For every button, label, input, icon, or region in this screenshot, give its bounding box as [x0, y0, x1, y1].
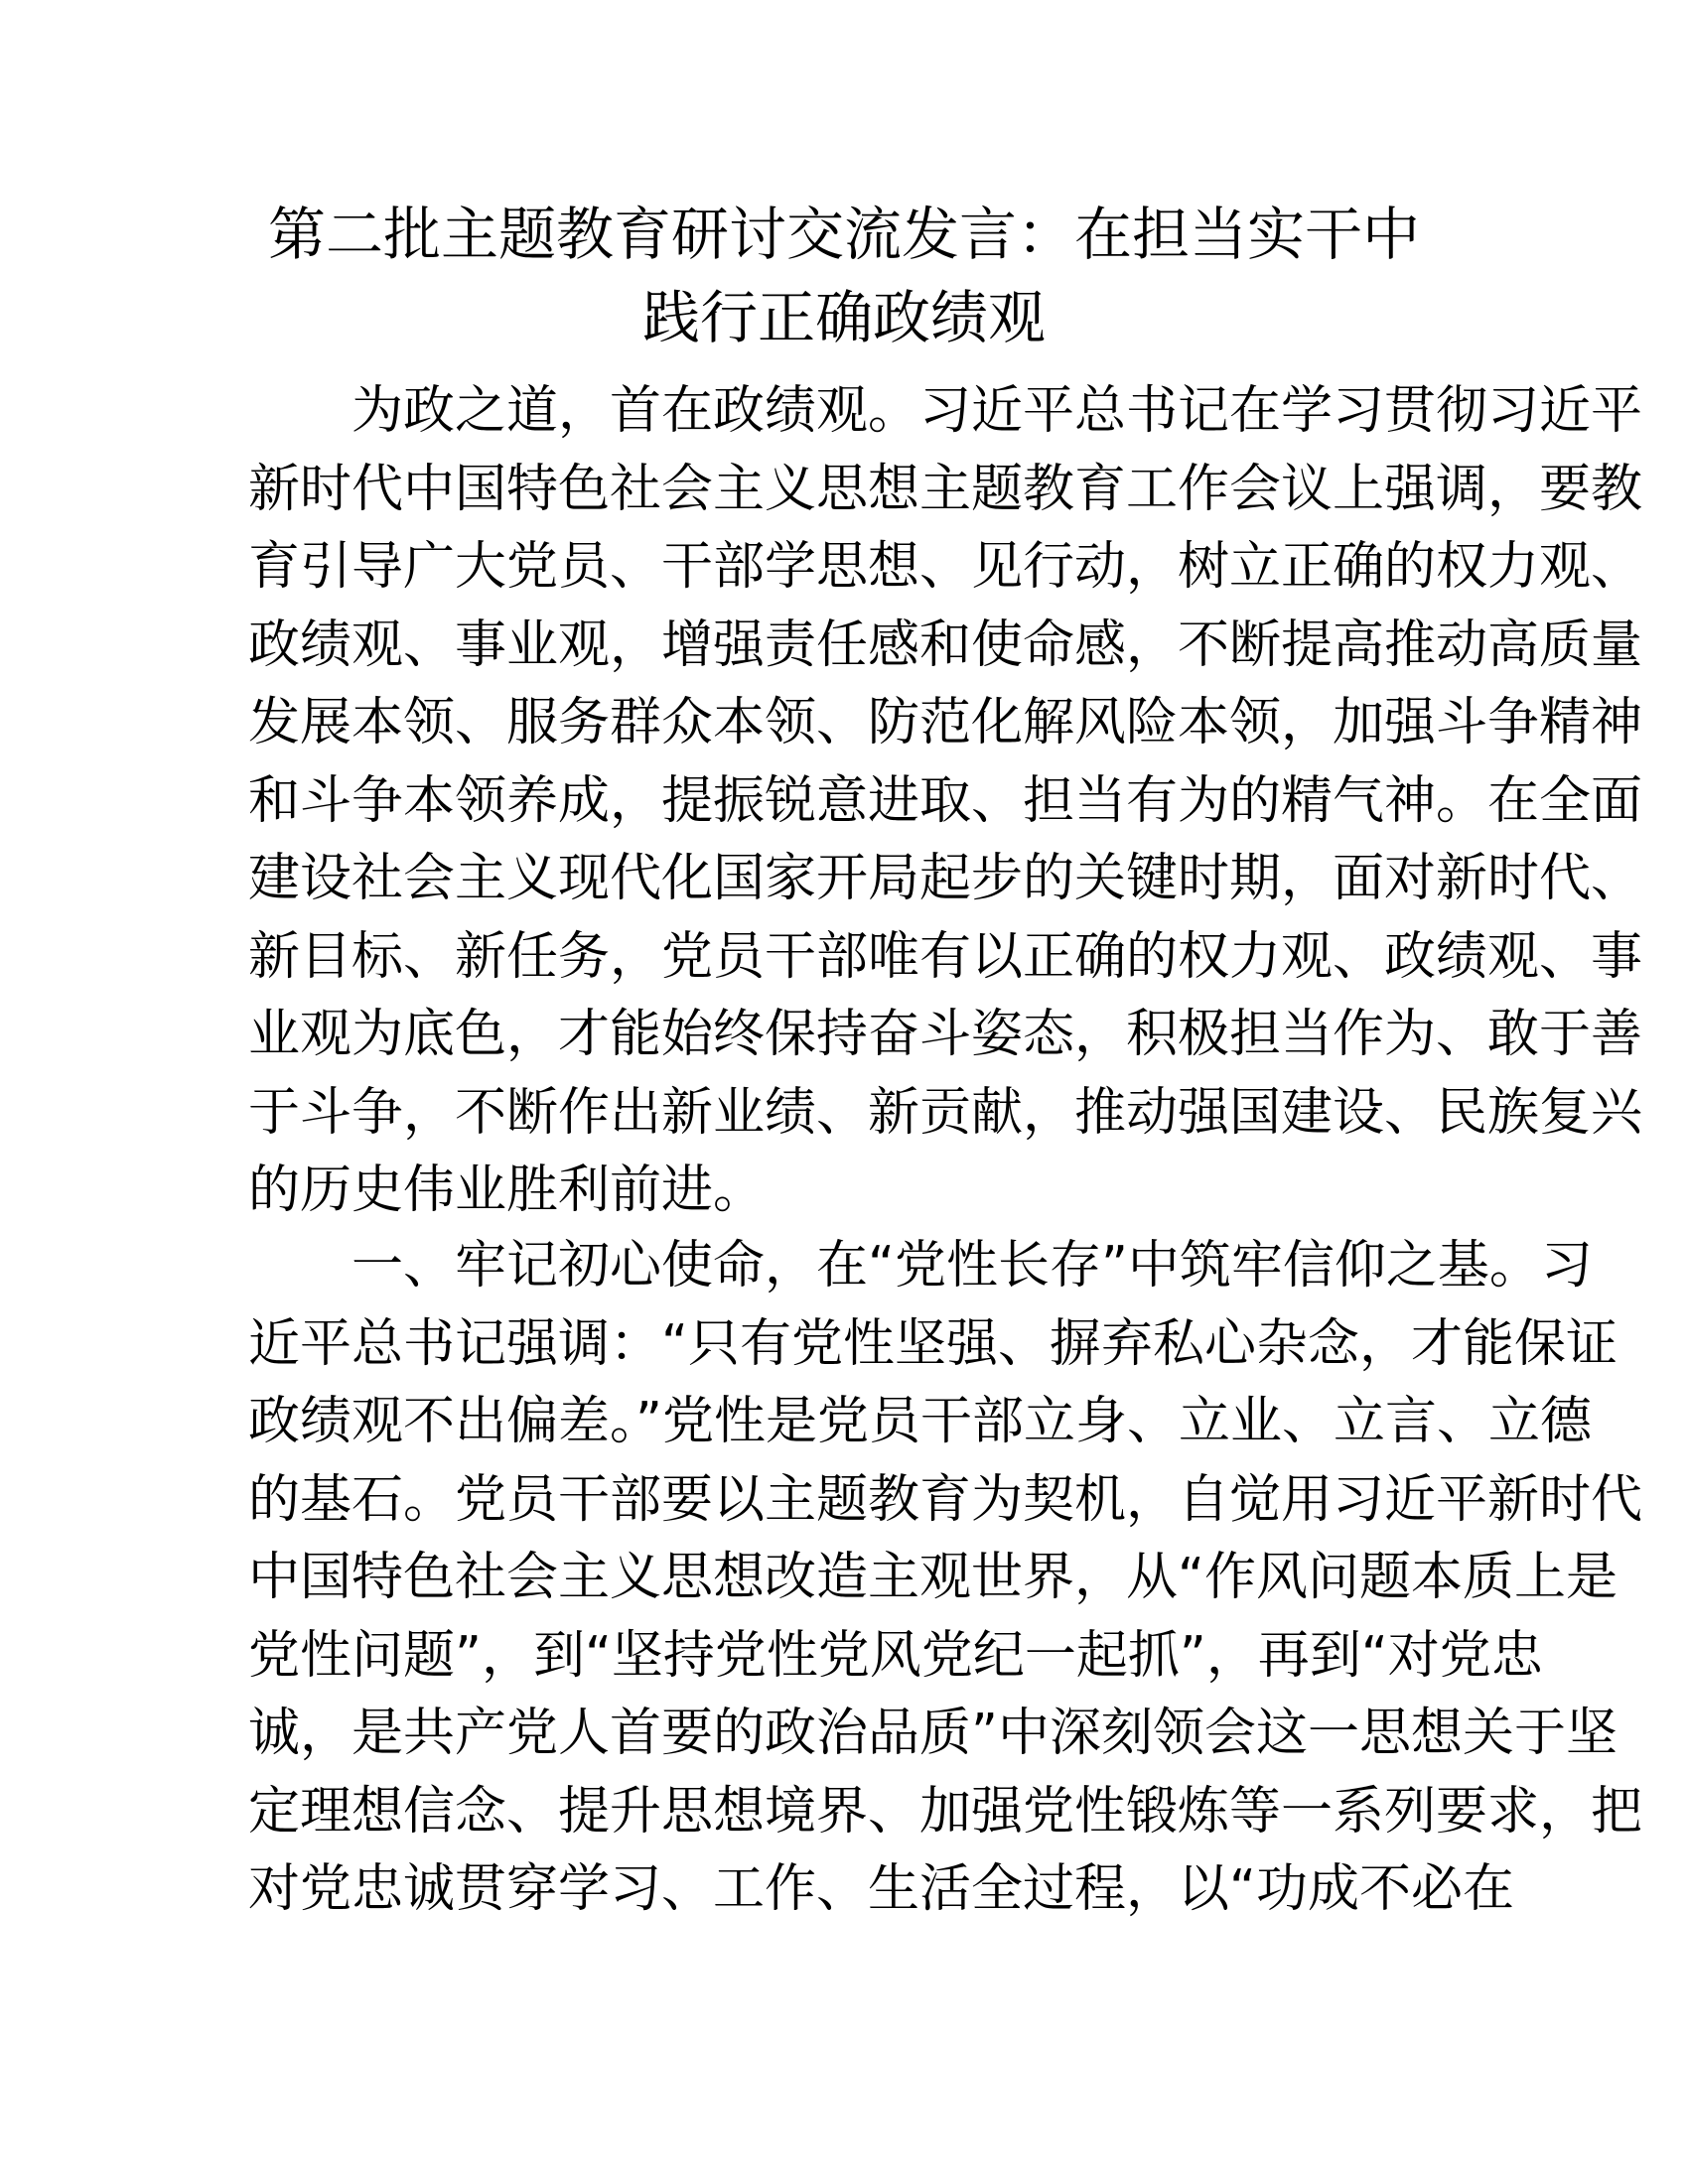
document-title-line-1: 第二批主题教育研讨交流发言：在担当实干中 — [267, 201, 1420, 268]
text-line: 发展本领、服务群众本领、防范化解风险本领，加强斗争精神 — [248, 693, 1643, 752]
text-line: 对党忠诚贯穿学习、工作、生活全过程，以“功成不必在 — [248, 1859, 1514, 1919]
text-line: 近平总书记强调：“只有党性坚强、摒弃私心杂念，才能保证 — [248, 1313, 1618, 1374]
text-line: 政绩观不出偏差。”党性是党员干部立身、立业、立言、立德 — [248, 1392, 1592, 1451]
paragraph-1 — [248, 372, 1643, 1230]
text-line: 诚，是共产党人首要的政治品质”中深刻领会这一思想关于坚 — [248, 1704, 1618, 1763]
text-line: 政绩观、事业观，增强责任感和使命感，不断提高推动高质量 — [248, 614, 1643, 675]
text-line: 业观为底色，才能始终保持奋斗姿态，积极担当作为、敢于善 — [248, 1005, 1643, 1064]
text-line: 建设社会主义现代化国家开局起步的关键时期，面对新时代、 — [248, 849, 1643, 908]
text-line: 为政之道，首在政绩观。习近平总书记在学习贯彻习近平 — [352, 381, 1643, 441]
text-line: 的历史伟业胜利前进。 — [248, 1160, 766, 1220]
text-line: 定理想信念、提升思想境界、加强党性锻炼等一系列要求，把 — [248, 1781, 1643, 1842]
text-line: 育引导广大党员、干部学思想、见行动，树立正确的权力观、 — [248, 537, 1643, 597]
text-line: 新目标、新任务，党员干部唯有以正确的权力观、政绩观、事 — [248, 926, 1643, 987]
text-line: 和斗争本领养成，提振锐意进取、担当有为的精气神。在全面 — [248, 770, 1643, 831]
text-line: 的基石。党员干部要以主题教育为契机，自觉用习近平新时代 — [248, 1469, 1643, 1530]
paragraph-2 — [248, 1227, 1643, 1929]
text-line: 党性问题”，到“坚持党性党风党纪一起抓”，再到“对党忠 — [248, 1625, 1543, 1686]
text-line: 于斗争，不断作出新业绩、新贡献，推动强国建设、民族复兴 — [248, 1082, 1643, 1143]
text-line: 一、牢记初心使命，在“党性长存”中筑牢信仰之基。习 — [352, 1236, 1593, 1296]
text-line: 中国特色社会主义思想改造主观世界，从“作风问题本质上是 — [248, 1548, 1618, 1607]
text-line: 新时代中国特色社会主义思想主题教育工作会议上强调，要教 — [248, 459, 1643, 519]
document-title-line-2: 践行正确政绩观 — [641, 284, 1046, 351]
